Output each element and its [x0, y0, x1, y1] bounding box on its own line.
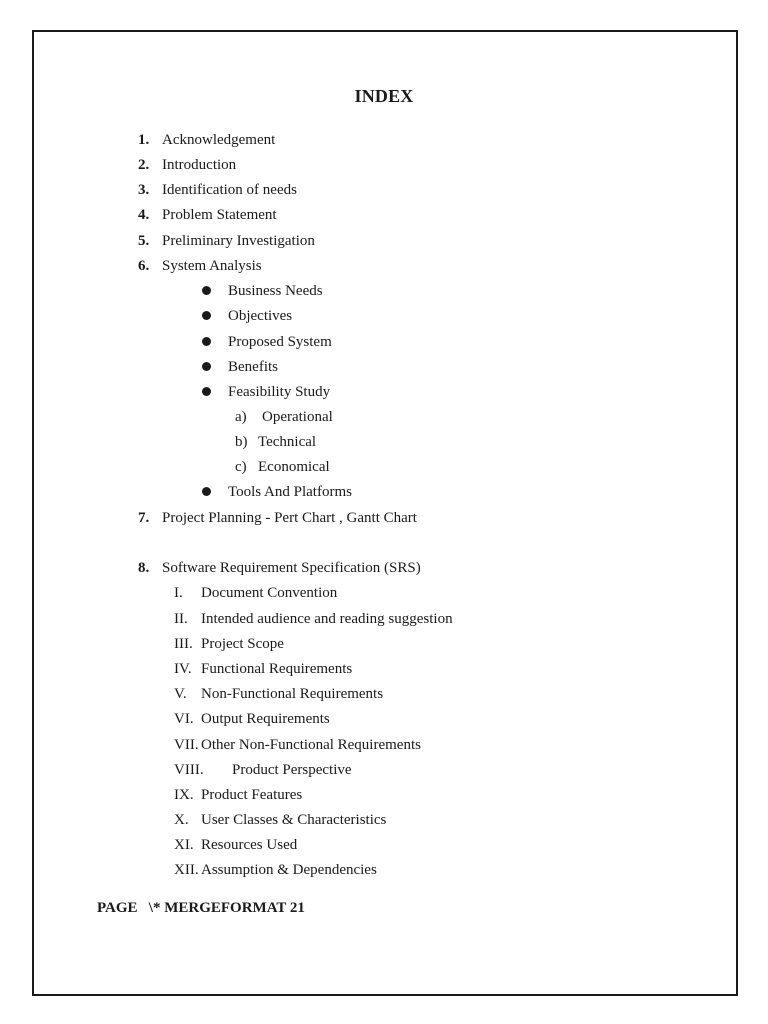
- bullet-icon: [202, 487, 211, 496]
- index-title: INDEX: [354, 86, 414, 106]
- bullet-text: Business Needs: [228, 283, 323, 299]
- item-text: Preliminary Investigation: [162, 233, 315, 249]
- item-number: 5.: [138, 233, 150, 249]
- srs-text: Other Non-Functional Requirements: [201, 737, 421, 753]
- bullet-icon: [202, 387, 211, 396]
- item-text: System Analysis: [162, 258, 262, 274]
- bullet-text: Objectives: [228, 308, 293, 324]
- item-text: Problem Statement: [162, 207, 277, 223]
- srs-roman: VI.: [174, 711, 194, 727]
- item-number: 8.: [138, 560, 150, 576]
- srs-roman: IV.: [174, 661, 192, 677]
- srs-text: Document Convention: [201, 585, 338, 601]
- item-text: Software Requirement Specification (SRS): [162, 560, 421, 576]
- item-number: 3.: [138, 182, 150, 198]
- page-footer: PAGE \* MERGEFORMAT 21: [97, 900, 305, 916]
- bullet-icon: [202, 286, 211, 295]
- item-text: Acknowledgement: [162, 132, 276, 148]
- item-number: 1.: [138, 132, 150, 148]
- item-text: Identification of needs: [162, 182, 297, 198]
- bullet-icon: [202, 337, 211, 346]
- srs-text: User Classes & Characteristics: [201, 812, 387, 828]
- sub-item-text: Operational: [262, 409, 333, 425]
- srs-text: Assumption & Dependencies: [201, 862, 377, 878]
- sub-item-letter: a): [235, 409, 247, 425]
- sub-item-letter: c): [235, 459, 247, 475]
- bullet-text: Proposed System: [228, 334, 332, 350]
- bullet-text: Benefits: [228, 359, 278, 375]
- srs-roman: II.: [174, 611, 188, 627]
- srs-text: Non-Functional Requirements: [201, 686, 384, 702]
- srs-text: Intended audience and reading suggestion: [201, 611, 453, 627]
- bullet-text: Feasibility Study: [228, 384, 331, 400]
- item-number: 4.: [138, 207, 150, 223]
- srs-roman: X.: [174, 812, 189, 828]
- srs-roman: XI.: [174, 837, 194, 853]
- srs-roman: I.: [174, 585, 183, 601]
- item-number: 7.: [138, 510, 150, 526]
- sub-item-letter: b): [235, 434, 248, 450]
- srs-text: Functional Requirements: [201, 661, 353, 677]
- srs-roman: VIII.: [174, 762, 204, 778]
- item-text: Introduction: [162, 157, 237, 173]
- item-text: Project Planning - Pert Chart , Gantt Chart: [162, 510, 417, 526]
- bullet-icon: [202, 362, 211, 371]
- srs-roman: III.: [174, 636, 193, 652]
- bullet-text: Tools And Platforms: [228, 484, 352, 500]
- srs-roman: XII.: [174, 862, 199, 878]
- srs-text: Project Scope: [201, 636, 284, 652]
- srs-text: Product Perspective: [232, 762, 352, 778]
- srs-roman: IX.: [174, 787, 194, 803]
- srs-roman: VII.: [174, 737, 199, 753]
- srs-roman: V.: [174, 686, 187, 702]
- item-number: 2.: [138, 157, 150, 173]
- sub-item-text: Technical: [258, 434, 317, 450]
- srs-text: Product Features: [201, 787, 303, 803]
- srs-text: Resources Used: [201, 837, 298, 853]
- item-number: 6.: [138, 258, 150, 274]
- bullet-icon: [202, 311, 211, 320]
- srs-text: Output Requirements: [201, 711, 330, 727]
- sub-item-text: Economical: [258, 459, 330, 475]
